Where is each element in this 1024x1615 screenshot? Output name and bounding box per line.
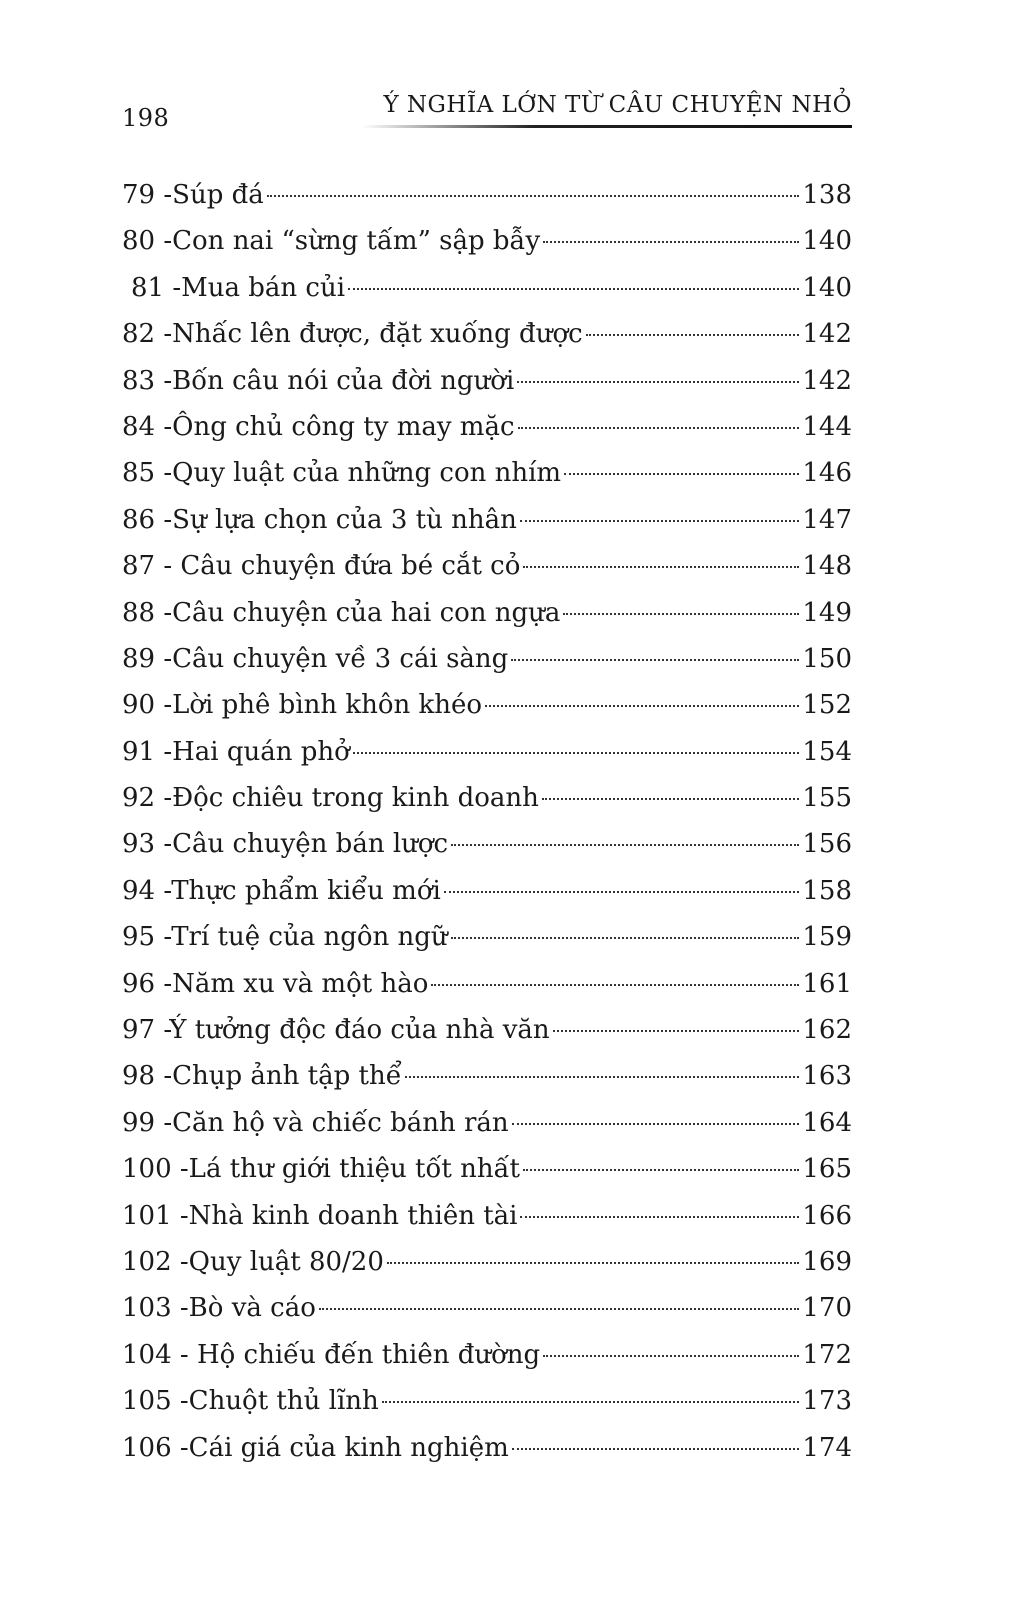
dot-leader bbox=[512, 1123, 800, 1125]
dot-leader bbox=[542, 798, 799, 800]
toc-entry bbox=[122, 172, 852, 218]
page-number: 198 bbox=[122, 104, 170, 132]
toc-entry-title: 79 -Súp đá bbox=[122, 180, 264, 210]
toc-entry-page: 148 bbox=[802, 551, 852, 582]
toc-entry bbox=[122, 821, 852, 867]
toc-entry-title: 82 -Nhấc lên được, đặt xuống được bbox=[122, 319, 583, 350]
toc-entry bbox=[122, 868, 852, 914]
dot-leader bbox=[543, 241, 799, 243]
dot-leader bbox=[523, 566, 799, 568]
toc-entry bbox=[122, 311, 852, 357]
toc-entry-page: 155 bbox=[802, 783, 852, 814]
dot-leader bbox=[564, 473, 799, 475]
toc-entry bbox=[122, 265, 852, 311]
toc-entry bbox=[122, 1425, 852, 1471]
toc-entry-page: 166 bbox=[802, 1200, 852, 1231]
toc-entry-page: 140 bbox=[802, 226, 852, 257]
toc-entry-page: 146 bbox=[802, 458, 852, 489]
toc-entry-title: 97 -Ý tưởng độc đáo của nhà văn bbox=[122, 1015, 550, 1046]
toc-entry-title: 98 -Chụp ảnh tập thể bbox=[122, 1061, 402, 1092]
toc-entry-page: 149 bbox=[802, 597, 852, 628]
toc-entry-title: 106 -Cái giá của kinh nghiệm bbox=[122, 1432, 509, 1463]
toc-entry-title: 88 -Câu chuyện của hai con ngựa bbox=[122, 597, 561, 628]
toc-entry-title: 100 -Lá thư giới thiệu tốt nhất bbox=[122, 1154, 520, 1185]
toc-entry bbox=[122, 1378, 852, 1424]
toc-entry-page: 161 bbox=[802, 968, 852, 999]
toc-entry bbox=[122, 1239, 852, 1285]
toc-entry-page: 162 bbox=[802, 1015, 852, 1046]
toc-entry-title: 83 -Bốn câu nói của đời người bbox=[122, 365, 515, 396]
toc-entry-title: 87 - Câu chuyện đứa bé cắt cỏ bbox=[122, 551, 521, 582]
running-header bbox=[122, 92, 852, 132]
toc-entry bbox=[122, 404, 852, 450]
toc-entry-page: 142 bbox=[802, 319, 852, 350]
toc-entry-page: 172 bbox=[802, 1339, 852, 1370]
toc-entry bbox=[122, 590, 852, 636]
table-of-contents bbox=[122, 172, 852, 1471]
dot-leader bbox=[511, 659, 799, 661]
book-title: Ý NGHĨA LỚN TỪ CÂU CHUYỆN NHỎ bbox=[383, 92, 852, 118]
toc-entry-page: 144 bbox=[802, 411, 852, 442]
dot-leader bbox=[431, 984, 799, 986]
toc-entry bbox=[122, 1053, 852, 1099]
toc-entry-page: 140 bbox=[802, 272, 852, 303]
dot-leader bbox=[520, 520, 800, 522]
toc-entry bbox=[122, 450, 852, 496]
toc-entry-title: 105 -Chuột thủ lĩnh bbox=[122, 1386, 379, 1417]
toc-entry-page: 173 bbox=[802, 1386, 852, 1417]
toc-entry-title: 81 -Mua bán củi bbox=[131, 272, 346, 303]
toc-entry-page: 169 bbox=[802, 1246, 852, 1277]
toc-entry bbox=[122, 1146, 852, 1192]
dot-leader bbox=[517, 381, 799, 383]
toc-entry-page: 165 bbox=[802, 1154, 852, 1185]
toc-entry-page: 154 bbox=[802, 736, 852, 767]
toc-entry bbox=[122, 218, 852, 264]
toc-entry-title: 104 - Hộ chiếu đến thiên đường bbox=[122, 1339, 541, 1370]
toc-entry-page: 142 bbox=[802, 365, 852, 396]
dot-leader bbox=[267, 195, 800, 197]
toc-entry-page: 152 bbox=[802, 690, 852, 721]
header-rule bbox=[362, 125, 852, 128]
toc-entry-page: 174 bbox=[802, 1432, 852, 1463]
toc-entry-title: 91 -Hai quán phở bbox=[122, 736, 350, 767]
toc-entry bbox=[122, 543, 852, 589]
toc-entry bbox=[122, 1193, 852, 1239]
toc-entry bbox=[122, 358, 852, 404]
toc-entry-title: 84 -Ông chủ công ty may mặc bbox=[122, 411, 515, 442]
dot-leader bbox=[553, 1030, 800, 1032]
toc-entry-title: 102 -Quy luật 80/20 bbox=[122, 1246, 384, 1277]
toc-entry bbox=[122, 636, 852, 682]
toc-entry bbox=[122, 1007, 852, 1053]
dot-leader bbox=[520, 1216, 799, 1218]
toc-entry-title: 92 -Độc chiêu trong kinh doanh bbox=[122, 783, 539, 814]
dot-leader bbox=[405, 1076, 800, 1078]
toc-entry-page: 159 bbox=[802, 922, 852, 953]
dot-leader bbox=[319, 1308, 799, 1310]
toc-entry bbox=[122, 497, 852, 543]
dot-leader bbox=[451, 937, 800, 939]
toc-entry-title: 101 -Nhà kinh doanh thiên tài bbox=[122, 1200, 518, 1231]
dot-leader bbox=[444, 891, 800, 893]
toc-entry-title: 80 -Con nai “sừng tấm” sập bẫy bbox=[122, 226, 541, 257]
toc-entry bbox=[122, 775, 852, 821]
dot-leader bbox=[543, 1355, 799, 1357]
toc-entry-title: 96 -Năm xu và một hào bbox=[122, 968, 429, 999]
toc-entry bbox=[122, 961, 852, 1007]
toc-entry bbox=[122, 1100, 852, 1146]
toc-entry-title: 90 -Lời phê bình khôn khéo bbox=[122, 690, 483, 721]
toc-entry-page: 170 bbox=[802, 1293, 852, 1324]
toc-entry-title: 89 -Câu chuyện về 3 cái sàng bbox=[122, 643, 509, 674]
dot-leader bbox=[563, 613, 799, 615]
dot-leader bbox=[387, 1262, 799, 1264]
dot-leader bbox=[353, 752, 800, 754]
toc-entry-page: 158 bbox=[802, 875, 852, 906]
toc-entry-page: 163 bbox=[802, 1061, 852, 1092]
toc-entry bbox=[122, 682, 852, 728]
toc-entry bbox=[122, 729, 852, 775]
dot-leader bbox=[382, 1401, 800, 1403]
toc-entry-title: 86 -Sự lựa chọn của 3 tù nhân bbox=[122, 504, 517, 535]
dot-leader bbox=[586, 334, 800, 336]
dot-leader bbox=[512, 1448, 800, 1450]
toc-entry-page: 138 bbox=[802, 180, 852, 210]
toc-entry-title: 94 -Thực phẩm kiểu mới bbox=[122, 875, 441, 906]
toc-entry-page: 147 bbox=[802, 504, 852, 535]
toc-entry bbox=[122, 1285, 852, 1331]
toc-entry bbox=[122, 914, 852, 960]
toc-entry-title: 103 -Bò và cáo bbox=[122, 1293, 316, 1324]
dot-leader bbox=[523, 1169, 799, 1171]
dot-leader bbox=[451, 844, 799, 846]
dot-leader bbox=[518, 427, 800, 429]
dot-leader bbox=[485, 705, 799, 707]
toc-entry-page: 156 bbox=[802, 829, 852, 860]
toc-entry-title: 99 -Căn hộ và chiếc bánh rán bbox=[122, 1107, 509, 1138]
toc-entry-title: 95 -Trí tuệ của ngôn ngữ bbox=[122, 922, 448, 953]
toc-entry-page: 150 bbox=[802, 643, 852, 674]
dot-leader bbox=[348, 288, 799, 290]
toc-entry bbox=[122, 1332, 852, 1378]
toc-entry-title: 93 -Câu chuyện bán lược bbox=[122, 829, 449, 860]
toc-entry-page: 164 bbox=[802, 1107, 852, 1138]
toc-entry-title: 85 -Quy luật của những con nhím bbox=[122, 458, 562, 489]
